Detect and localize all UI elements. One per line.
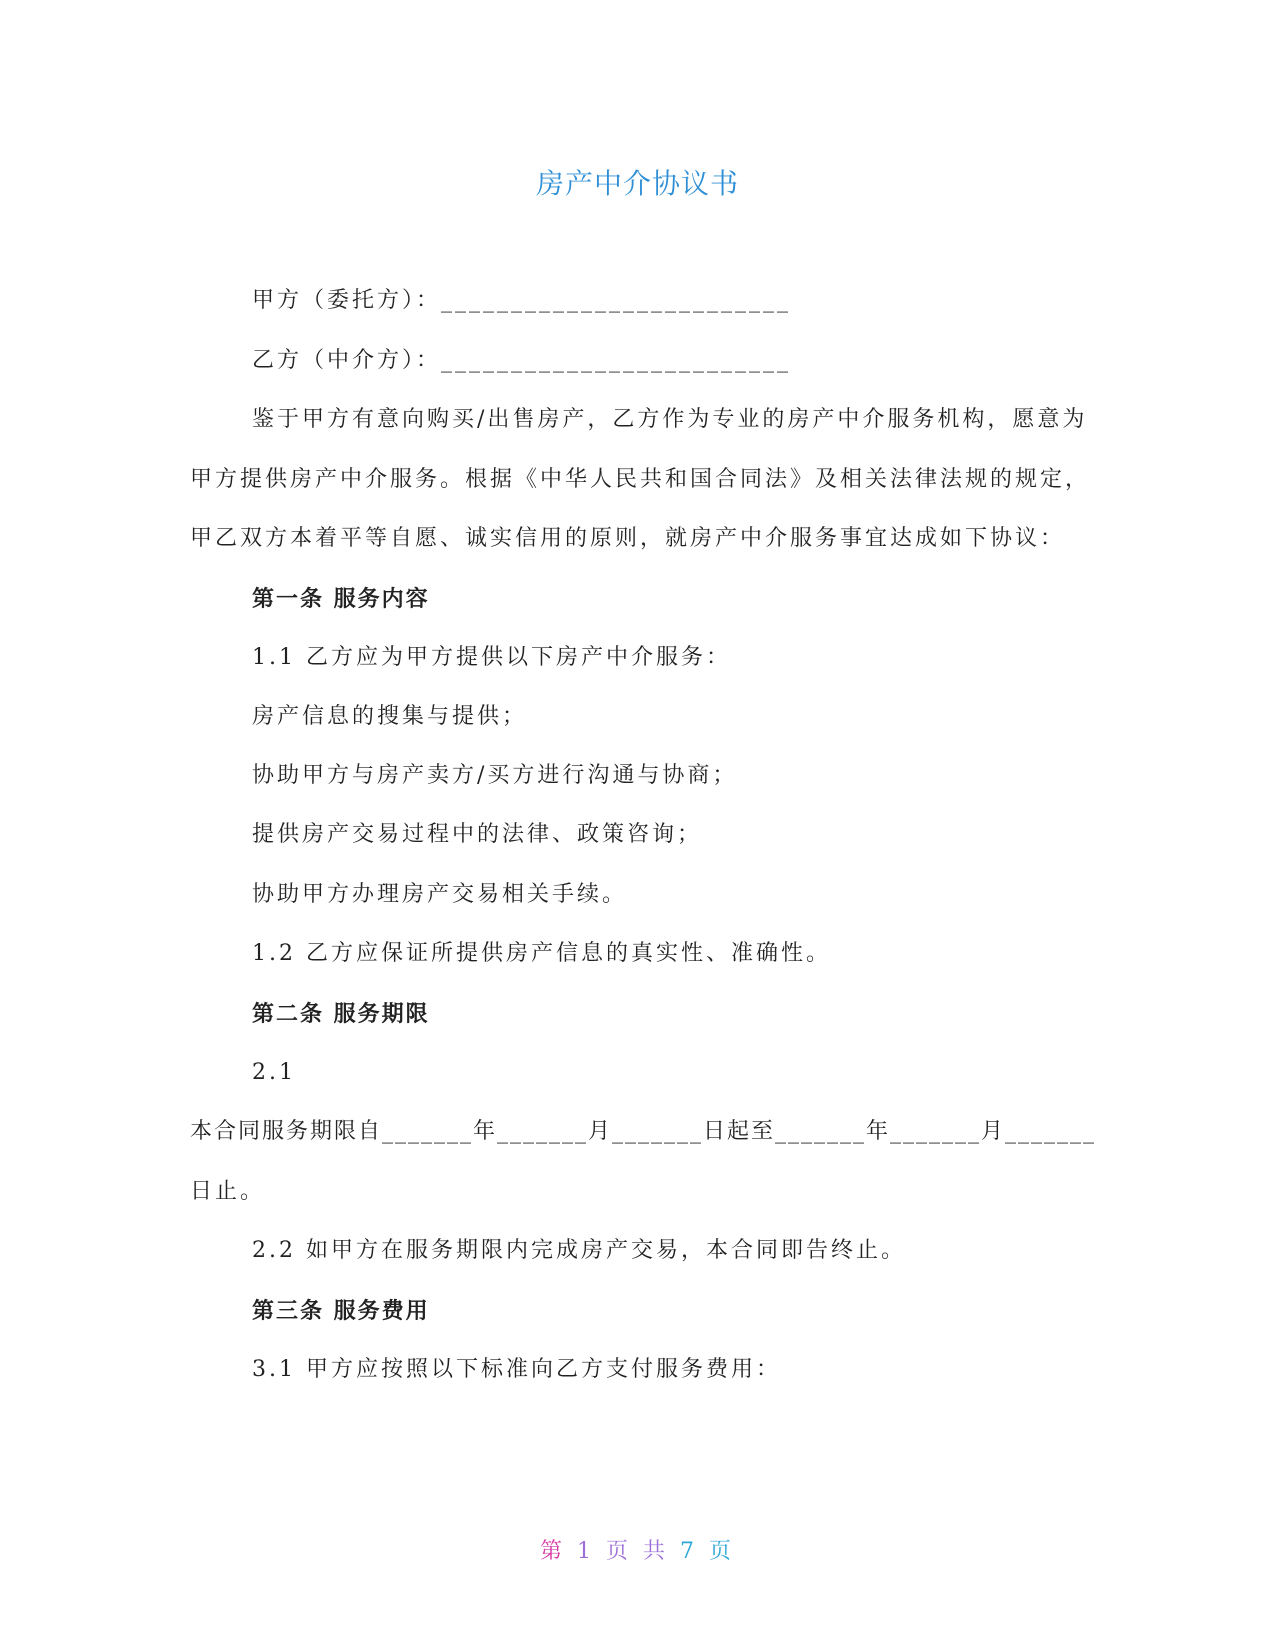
party-b-line: 乙方（中介方）：_________________________ (252, 348, 792, 373)
article-1-heading: 第一条 服务内容 (252, 586, 430, 612)
clause-1-2: 1.2 乙方应保证所提供房产信息的真实性、准确性。 (252, 941, 831, 966)
clause-2-1-number: 2.1 (252, 1060, 296, 1085)
footer-middle: 页 共 (606, 1539, 669, 1564)
clause-3-1: 3.1 甲方应按照以下标准向乙方支付服务费用： (252, 1357, 781, 1382)
document-title: 房产中介协议书 (535, 167, 739, 200)
service-item: 协助甲方办理房产交易相关手续。 (252, 882, 628, 907)
intro-paragraph-line-1: 鉴于甲方有意向购买/出售房产，乙方作为专业的房产中介服务机构，愿意为 (252, 407, 1088, 432)
service-item: 房产信息的搜集与提供； (252, 704, 528, 729)
clause-2-2: 2.2 如甲方在服务期限内完成房产交易，本合同即告终止。 (252, 1238, 906, 1263)
page-footer (0, 1534, 1275, 1565)
service-item: 协助甲方与房产卖方/买方进行沟通与协商； (252, 763, 738, 788)
clause-1-1: 1.1 乙方应为甲方提供以下房产中介服务： (252, 645, 731, 670)
intro-paragraph-line-2: 甲方提供房产中介服务。根据《中华人民共和国合同法》及相关法律法规的规定， (190, 467, 1091, 492)
intro-paragraph-line-3: 甲乙双方本着平等自愿、诚实信用的原则，就房产中介服务事宜达成如下协议： (190, 526, 1066, 551)
footer-suffix: 页 (709, 1539, 736, 1564)
footer-current-page: 1 (577, 1539, 595, 1564)
footer-total-pages: 7 (680, 1539, 698, 1564)
footer-prefix: 第 (539, 1539, 566, 1564)
party-a-line: 甲方（委托方）：_________________________ (252, 288, 792, 313)
service-item: 提供房产交易过程中的法律、政策咨询； (252, 822, 703, 847)
clause-2-1-text: 本合同服务期限自_______年_______月_______日起至_______年_______月_______ (190, 1119, 1097, 1144)
clause-2-1-end: 日止。 (190, 1179, 266, 1204)
article-3-heading: 第三条 服务费用 (252, 1298, 430, 1324)
article-2-heading: 第二条 服务期限 (252, 1001, 430, 1027)
